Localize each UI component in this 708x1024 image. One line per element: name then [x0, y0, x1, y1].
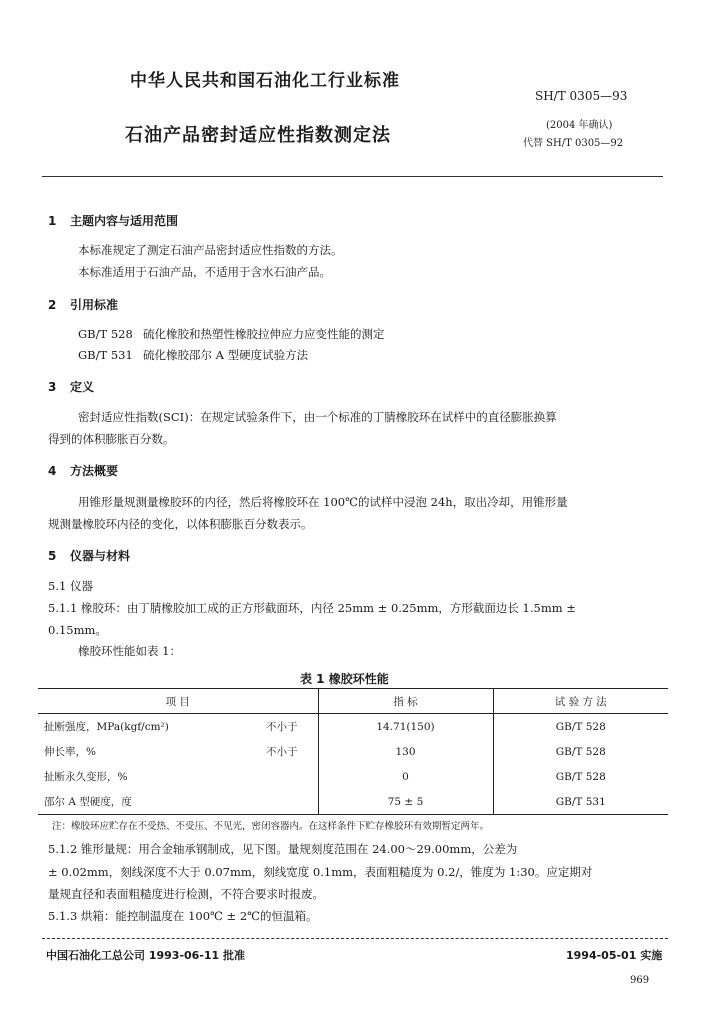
header-rule [42, 176, 663, 177]
cell-method: GB/T 531 [493, 789, 668, 815]
section-number: 3 [48, 380, 57, 394]
cell-method: GB/T 528 [493, 739, 668, 764]
table-row [38, 789, 668, 815]
section-title: 方法概要 [70, 464, 119, 478]
header-item: 项 目 [38, 689, 318, 714]
confirm-year: (2004 年确认) [546, 120, 613, 131]
section-2-heading [48, 296, 118, 313]
reference-item [78, 326, 385, 342]
cell-method: GB/T 528 [493, 714, 668, 740]
section-number: 4 [48, 464, 57, 478]
cell-item: 扯断强度，MPa(kgf/cm²) [44, 721, 169, 733]
cell-method: GB/T 528 [493, 764, 668, 789]
subsection-5-1-3: 5.1.3 烘箱：能控制温度在 100℃ ± 2℃的恒温箱。 [48, 909, 318, 923]
reference-code: GB/T 528 [78, 327, 133, 341]
section-5-heading [48, 547, 130, 564]
reference-code: GB/T 531 [78, 348, 133, 362]
section-1-heading [48, 212, 178, 229]
replaces-standard: 代替 SH/T 0305—92 [523, 138, 624, 149]
subsection-5-1-2-line-3: 量规直径和表面粗糙度进行检测，不符合要求时报废。 [48, 887, 324, 901]
table-row [38, 739, 668, 764]
subsection-5-1-1-line-3: 橡胶环性能如表 1： [78, 644, 181, 658]
reference-item [78, 347, 308, 363]
section-3-heading [48, 378, 94, 395]
section-title: 仪器与材料 [70, 549, 131, 563]
cell-condition [238, 789, 318, 815]
cell-item: 伸长率，% [44, 746, 96, 758]
section-4-para-1: 用锥形量规测量橡胶环的内径，然后将橡胶环在 100℃的试样中浸泡 24h，取出冷却，用锥形量 [78, 495, 568, 509]
section-number: 5 [48, 549, 57, 563]
standard-org: 中华人民共和国石油化工行业标准 [130, 71, 400, 91]
subsection-5-1-1-line-1: 5.1.1 橡胶环：由丁腈橡胶加工成的正方形截面环，内径 25mm ± 0.25mm，方形截面边长 1.5mm ± [48, 601, 576, 615]
section-title: 引用标准 [70, 298, 119, 312]
section-1-para-1: 本标准规定了测定石油产品密封适应性指数的方法。 [78, 243, 343, 257]
section-4-para-2: 规测量橡胶环内径的变化，以体积膨胀百分数表示。 [48, 517, 313, 531]
cell-condition: 不小于 [266, 746, 298, 758]
section-1-para-2: 本标准适用于石油产品，不适用于含水石油产品。 [78, 265, 331, 279]
standard-code: SH/T 0305—93 [535, 89, 628, 103]
cell-condition: 不小于 [266, 721, 298, 733]
implementation-date: 1994-05-01 实施 [566, 949, 663, 962]
section-title: 定义 [70, 380, 95, 394]
cell-condition [238, 764, 318, 789]
cell-item: 扯断永久变形，% [44, 771, 128, 783]
document-title: 石油产品密封适应性指数测定法 [125, 125, 391, 146]
footer-rule [42, 938, 668, 939]
cell-item: 邵尔 A 型硬度，度 [44, 796, 132, 808]
page-number: 969 [630, 975, 650, 986]
table-header-row [38, 689, 668, 714]
table-row [38, 764, 668, 789]
cell-value: 14.71(150) [318, 714, 493, 740]
section-number: 2 [48, 298, 57, 312]
cell-value: 0 [318, 764, 493, 789]
section-number: 1 [48, 214, 57, 228]
header-index: 指 标 [318, 689, 493, 714]
table-note: 注：橡胶环应贮存在不受热、不受压、不见光，密闭容器内。在这样条件下贮存橡胶环有效期暂定两年。 [52, 821, 490, 832]
section-3-para-1: 密封适应性指数(SCI)：在规定试验条件下，由一个标准的丁腈橡胶环在试样中的直径膨胀换算 [78, 410, 557, 424]
approval-line: 中国石油化工总公司 1993-06-11 批准 [46, 949, 246, 962]
subsection-5-1-1-line-2: 0.15mm。 [48, 623, 107, 637]
properties-table [38, 688, 668, 815]
cell-value: 75 ± 5 [318, 789, 493, 815]
table-title: 表 1 橡胶环性能 [300, 672, 389, 686]
reference-title: 硫化橡胶邵尔 A 型硬度试验方法 [143, 348, 309, 362]
subsection-5-1: 5.1 仪器 [48, 579, 93, 593]
cell-value: 130 [318, 739, 493, 764]
header-method: 试 验 方 法 [493, 689, 668, 714]
section-title: 主题内容与适用范围 [70, 214, 179, 228]
section-3-para-2: 得到的体积膨胀百分数。 [48, 432, 175, 446]
table-row [38, 714, 668, 740]
subsection-5-1-2-line-2: ± 0.02mm，刻线深度不大于 0.07mm，刻线宽度 0.1mm，表面粗糙度为 0.2/，锥度为 1:30。应定期对 [48, 865, 593, 879]
reference-title: 硫化橡胶和热塑性橡胶拉伸应力应变性能的测定 [143, 327, 385, 341]
section-4-heading [48, 462, 118, 479]
subsection-5-1-2-line-1: 5.1.2 锥形量规：用合金轴承钢制成，见下图。量规刻度范围在 24.00～29.00mm，公差为 [48, 842, 518, 856]
